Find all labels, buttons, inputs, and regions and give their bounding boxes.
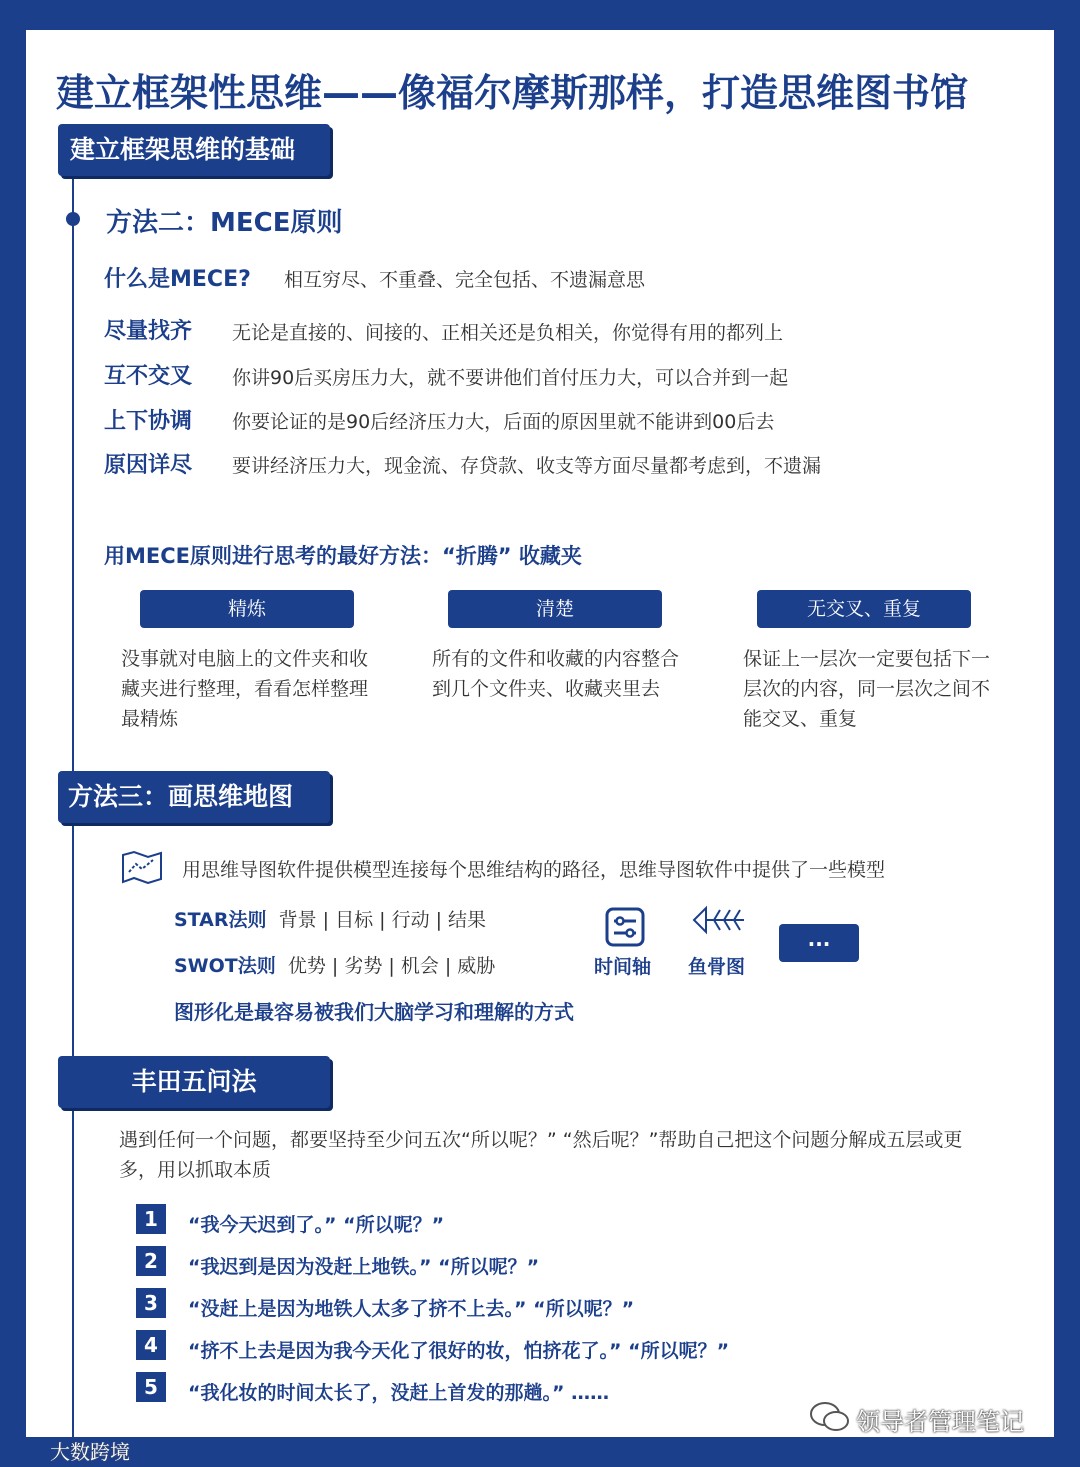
step-number: 4 <box>136 1330 166 1360</box>
fishbone-label: 鱼骨图 <box>688 956 746 978</box>
swot-label: SWOT法则 <box>174 955 276 977</box>
map-icon <box>120 850 164 884</box>
star-label: STAR法则 <box>174 909 267 931</box>
watermark-left: 大数跨境 <box>50 1440 130 1464</box>
column-label-refine: 精炼 <box>140 590 354 628</box>
principle-term: 上下协调 <box>104 409 193 434</box>
principle-desc: 要讲经济压力大，现金流、存贷款、收支等方面尽量都考虑到，不遗漏 <box>232 455 822 477</box>
column-label-clear: 清楚 <box>448 590 662 628</box>
step-number: 5 <box>136 1372 166 1402</box>
principle-desc: 你讲90后买房压力大，就不要讲他们首付压力大，可以合并到一起 <box>232 367 789 389</box>
step-number: 2 <box>136 1246 166 1276</box>
section-banner-foundation: 建立框架思维的基础 <box>58 124 330 176</box>
star-items: 背景 | 目标 | 行动 | 结果 <box>278 909 487 931</box>
toyota-intro: 遇到任何一个问题，都要坚持至少问五次“所以呢？” “然后呢？”帮助自己把这个问题分解成五层或更多，用以抓取本质 <box>119 1129 963 1181</box>
mindmap-intro: 用思维导图软件提供模型连接每个思维结构的路径，思维导图软件中提供了一些模型 <box>182 859 886 881</box>
method2-heading: 方法二：MECE原则 <box>106 208 343 238</box>
step-text: “我今天迟到了。” “所以呢？” <box>188 1214 445 1236</box>
step-text: “我迟到是因为没赶上地铁。” “所以呢？” <box>188 1256 540 1278</box>
mece-what-desc: 相互穷尽、不重叠、完全包括、不遗漏意思 <box>284 269 646 291</box>
swot-items: 优势 | 劣势 | 机会 | 威胁 <box>287 955 496 977</box>
step-text: “没赶上是因为地铁人太多了挤不上去。” “所以呢？” <box>188 1298 635 1320</box>
principle-term: 原因详尽 <box>104 453 193 478</box>
principle-term: 尽量找齐 <box>104 319 193 344</box>
principle-desc: 你要论证的是90后经济压力大，后面的原因里就不能讲到00后去 <box>232 411 775 433</box>
column-text-no-overlap: 保证上一层次一定要包括下一层次的内容，同一层次之间不能交叉、重复 <box>743 648 991 730</box>
watermark-right: 领导者管理笔记 <box>856 1408 1024 1436</box>
principle-desc: 无论是直接的、间接的、正相关还是负相关，你觉得有用的都列上 <box>232 322 784 344</box>
more-models-box: ... <box>779 924 859 962</box>
swot-row <box>174 951 495 978</box>
step-text: “挤不上去是因为我今天化了很好的妆，怕挤花了。” “所以呢？” <box>188 1340 730 1362</box>
principle-term: 互不交叉 <box>104 364 193 389</box>
column-text-refine: 没事就对电脑上的文件夹和收藏夹进行整理，看看怎样整理最精炼 <box>121 648 369 730</box>
fishbone-icon <box>690 904 748 936</box>
timeline-dot <box>66 212 80 226</box>
column-label-no-overlap: 无交叉、重复 <box>757 590 971 628</box>
page-title: 建立框架性思维——像福尔摩斯那样，打造思维图书馆 <box>56 71 969 115</box>
section-banner-mindmap: 方法三：画思维地图 <box>58 771 330 823</box>
timeline-label: 时间轴 <box>594 956 652 978</box>
section-banner-toyota: 丰田五问法 <box>58 1056 330 1108</box>
step-number: 1 <box>136 1204 166 1234</box>
timeline-icon <box>604 906 646 948</box>
column-text-clear: 所有的文件和收藏的内容整合到几个文件夹、收藏夹里去 <box>432 648 680 700</box>
step-text: “我化妆的时间太长了，没赶上首发的那趟。” …… <box>188 1382 610 1404</box>
best-method-heading: 用MECE原则进行思考的最好方法：“折腾” 收藏夹 <box>104 544 582 568</box>
step-number: 3 <box>136 1288 166 1318</box>
star-row <box>174 905 486 932</box>
wechat-icon <box>808 1400 852 1434</box>
mindmap-conclusion: 图形化是最容易被我们大脑学习和理解的方式 <box>174 1000 574 1024</box>
mece-what-label: 什么是MECE? <box>104 267 251 292</box>
